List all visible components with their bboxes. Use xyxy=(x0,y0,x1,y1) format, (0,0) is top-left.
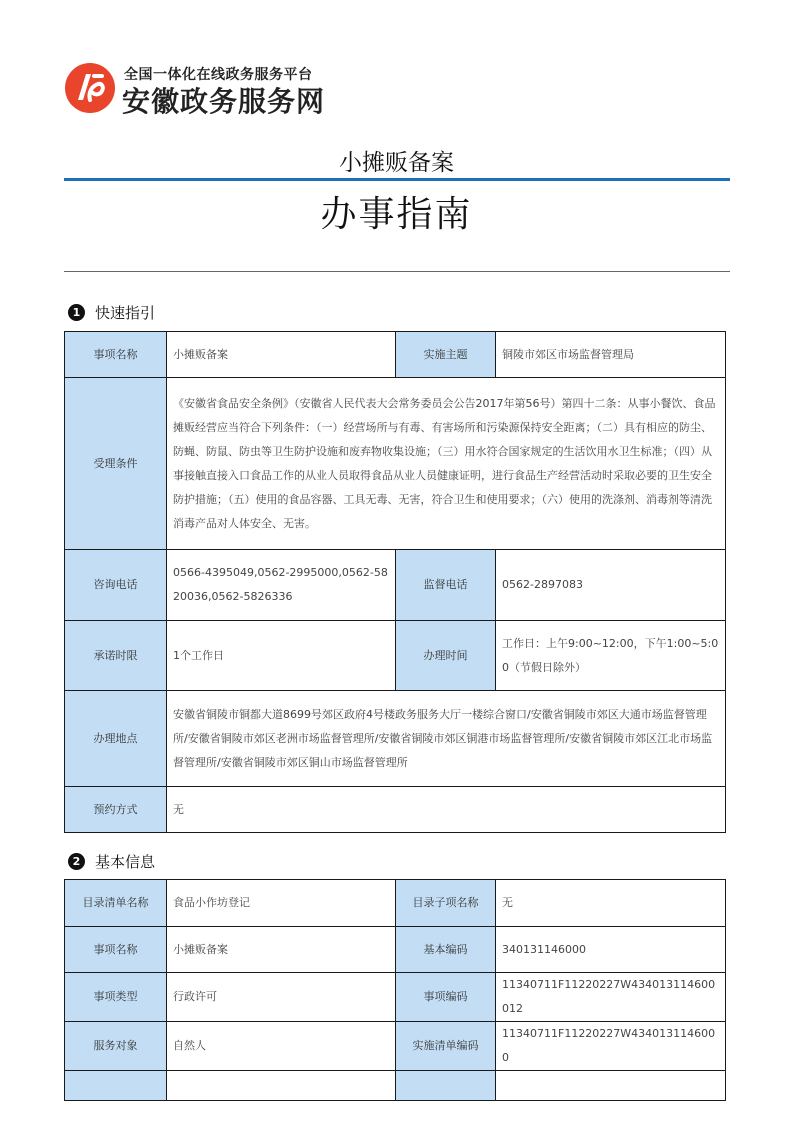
cell-value: 11340711F11220227W4340131146000 xyxy=(496,1022,726,1071)
cell-label: 受理条件 xyxy=(65,378,167,550)
table-row xyxy=(65,332,726,378)
cell-label: 预约方式 xyxy=(65,787,167,833)
table-row xyxy=(65,378,726,550)
cell-value: 小摊贩备案 xyxy=(167,332,396,378)
cell-label xyxy=(396,1071,496,1101)
table-row xyxy=(65,691,726,787)
cell-label: 办理时间 xyxy=(396,621,496,691)
cell-label: 实施主题 xyxy=(396,332,496,378)
table-row xyxy=(65,880,726,927)
cell-value xyxy=(496,1071,726,1101)
cell-label xyxy=(65,1071,167,1101)
cell-value: 行政许可 xyxy=(167,973,396,1022)
brand-name: 安徽政务服务网 xyxy=(122,85,326,118)
cell-label: 办理地点 xyxy=(65,691,167,787)
cell-label: 咨询电话 xyxy=(65,550,167,621)
table-row xyxy=(65,787,726,833)
title-divider xyxy=(64,178,730,181)
section-number-badge: 1 xyxy=(68,304,85,321)
cell-value: 340131146000 xyxy=(496,927,726,973)
cell-value: 自然人 xyxy=(167,1022,396,1071)
table-row xyxy=(65,927,726,973)
cell-value: 小摊贩备案 xyxy=(167,927,396,973)
cell-label: 基本编码 xyxy=(396,927,496,973)
cell-label: 服务对象 xyxy=(65,1022,167,1071)
basic-info-table xyxy=(64,879,726,1101)
document-subtitle: 小摊贩备案 xyxy=(339,150,454,176)
cell-value-conditions: 《安徽省食品安全条例》（安徽省人民代表大会常务委员会公告2017年第56号）第四十二条：从事小餐饮、食品摊贩经营应当符合下列条件：（一）经营场所与有毒、有害场所和污染源保持安全距离；（二）具有相应的防尘、防蝇、防鼠、防虫等卫生防护设施和废弃物收集设施；（三）用水符合国家规定的生活饮用水卫生标准；（四）从事接触直接入口食品工作的从业人员取得食品从业人员健康证明，进行食品生产经营活动时采取必要的卫生安全防护措施；（五）使用的食品容器、工具无毒、无害，符合卫生和使用要求；（六）使用的洗涤剂、消毒剂等清洗消毒产品对人体安全、无害。 xyxy=(167,378,726,550)
cell-value: 食品小作坊登记 xyxy=(167,880,396,927)
cell-value xyxy=(167,1071,396,1101)
section-number-badge: 2 xyxy=(68,853,85,870)
cell-value: 工作日：上午9:00~12:00，下午1:00~5:00（节假日除外） xyxy=(496,621,726,691)
cell-label: 承诺时限 xyxy=(65,621,167,691)
table-row xyxy=(65,621,726,691)
document-title: 办事指南 xyxy=(320,194,473,235)
cell-value-phone: 0566-4395049,0562-2995000,0562-5820036,0562-5826336 xyxy=(167,550,396,621)
header-divider xyxy=(64,271,730,272)
table-row xyxy=(65,1022,726,1071)
cell-value: 1个工作日 xyxy=(167,621,396,691)
cell-value: 铜陵市郊区市场监督管理局 xyxy=(496,332,726,378)
table-row xyxy=(65,1071,726,1101)
section-title: 快速指引 xyxy=(95,304,156,322)
cell-label: 目录清单名称 xyxy=(65,880,167,927)
cell-label: 事项类型 xyxy=(65,973,167,1022)
table-row xyxy=(65,973,726,1022)
cell-value: 无 xyxy=(167,787,726,833)
platform-line: 全国一体化在线政务服务平台 xyxy=(124,67,313,83)
quick-guide-table xyxy=(64,331,726,833)
table-row xyxy=(65,550,726,621)
cell-value-phone: 0562-2897083 xyxy=(496,550,726,621)
cell-label: 监督电话 xyxy=(396,550,496,621)
cell-label: 事项名称 xyxy=(65,927,167,973)
cell-value: 11340711F11220227W434013114600012 xyxy=(496,973,726,1022)
cell-label: 目录子项名称 xyxy=(396,880,496,927)
cell-value: 无 xyxy=(496,880,726,927)
anhui-gov-logo-icon xyxy=(64,62,116,114)
cell-label: 实施清单编码 xyxy=(396,1022,496,1071)
cell-label: 事项名称 xyxy=(65,332,167,378)
section-quick-guide-heading xyxy=(68,302,155,323)
cell-label: 事项编码 xyxy=(396,973,496,1022)
cell-value-location: 安徽省铜陵市铜都大道8699号郊区政府4号楼政务服务大厅一楼综合窗口/安徽省铜陵市郊区大通市场监督管理所/安徽省铜陵市郊区老洲市场监督管理所/安徽省铜陵市郊区铜港市场监督管理所/安徽省铜陵市郊区江北市场监督管理所/安徽省铜陵市郊区铜山市场监督管理所 xyxy=(167,691,726,787)
section-basic-info-heading xyxy=(68,851,155,872)
section-title: 基本信息 xyxy=(95,853,156,871)
